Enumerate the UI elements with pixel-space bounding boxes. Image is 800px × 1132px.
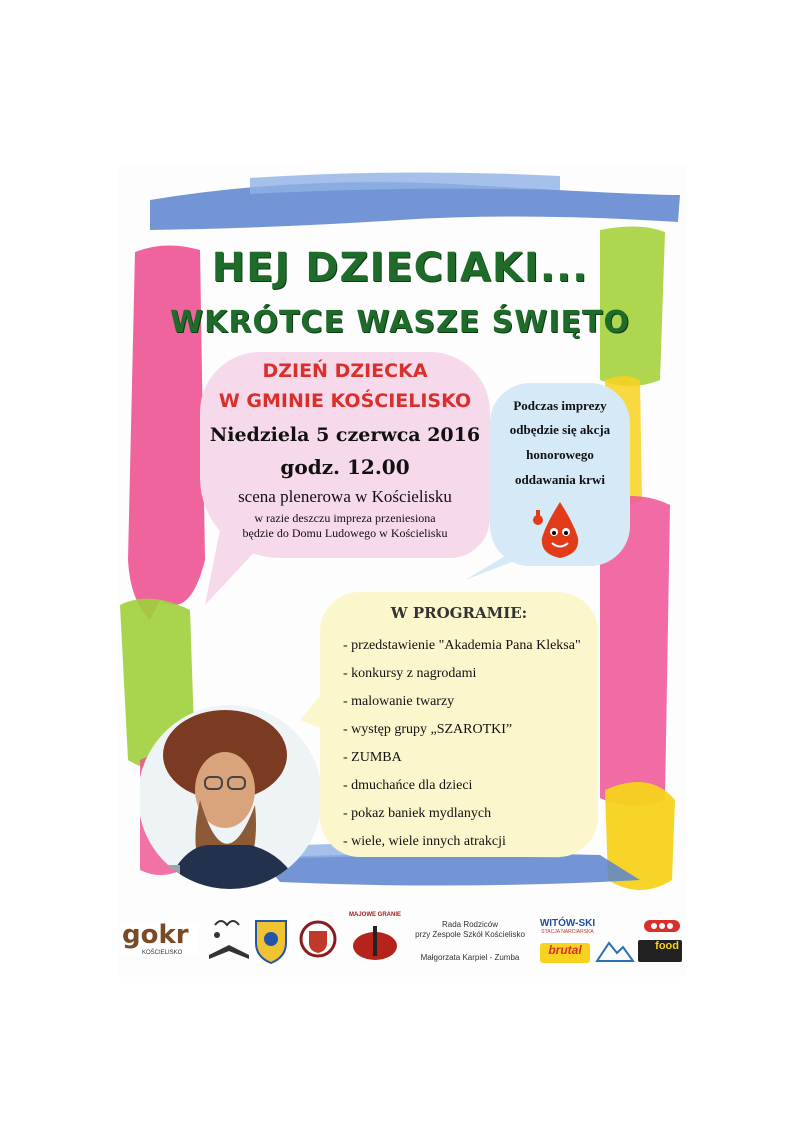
rada-rodzicow-line-1: Rada Rodziców xyxy=(441,920,499,929)
red-badge-logo-icon xyxy=(642,918,682,934)
event-title-line-1: DZIEŃ DZIECKA xyxy=(262,360,428,382)
blood-line-3: honorowego xyxy=(526,447,594,462)
emblem-logo-icon xyxy=(297,915,339,965)
program-item: - ZUMBA xyxy=(343,750,402,765)
witow-ski-text: WITÓW-SKI xyxy=(539,918,596,929)
program-item: - konkursy z nagrodami xyxy=(343,666,477,681)
gokr-logo xyxy=(120,920,198,962)
gokr-logo-subtext: KOŚCIELISKO xyxy=(142,950,183,956)
program-item: - przedstawienie "Akademia Pana Kleksa" xyxy=(343,638,581,653)
majowe-granie-logo xyxy=(345,912,405,967)
blue-stroke-top xyxy=(150,182,680,230)
program-item: - występ grupy „SZAROTKI” xyxy=(343,722,513,737)
blood-line-2: odbędzie się akcja xyxy=(509,422,611,437)
program-heading: W PROGRAMIE: xyxy=(390,604,528,622)
mountain-logo-icon xyxy=(595,935,635,965)
pan-kleks-portrait-image xyxy=(140,695,320,900)
karpiel-zumba-text: Małgorzata Karpiel - Zumba xyxy=(420,953,520,962)
event-title-line-2: W GMINIE KOŚCIELISKO xyxy=(218,390,472,412)
witow-ski-subtext: STACJA NARCIARSKA xyxy=(541,929,594,935)
title-line-2: WKRÓTCE WASZE ŚWIĘTO xyxy=(170,305,630,340)
brutal-logo-text: brutal xyxy=(548,943,582,957)
event-time: godz. 12.00 xyxy=(280,455,410,479)
program-item: - wiele, wiele innych atrakcji xyxy=(343,834,506,849)
program-item: - pokaz baniek mydlanych xyxy=(343,806,492,821)
blood-line-1: Podczas imprezy xyxy=(513,398,607,413)
event-bubble-tail xyxy=(200,530,280,610)
majowe-granie-text: MAJOWE GRANIE xyxy=(348,912,401,918)
event-place: scena plenerowa w Kościelisku xyxy=(238,487,452,506)
program-item: - malowanie twarzy xyxy=(343,694,455,709)
blood-drop-mascot-icon xyxy=(530,498,590,562)
title-line-1: HEJ DZIECIAKI... xyxy=(211,245,589,291)
brutal-logo xyxy=(540,943,590,963)
gokr-logo-text: gokr xyxy=(122,920,189,950)
food-logo xyxy=(638,940,682,962)
food-logo-text: food xyxy=(655,940,679,952)
witow-ski-logo xyxy=(535,918,600,938)
blood-line-4: oddawania krwi xyxy=(515,472,605,487)
library-logo-icon xyxy=(205,915,253,965)
event-rain-line-1: w razie deszczu impreza przeniesiona xyxy=(254,511,436,525)
rada-rodzicow-line-2: przy Zespole Szkół Kościelisko xyxy=(415,930,525,939)
program-item: - dmuchańce dla dzieci xyxy=(343,778,473,793)
event-date: Niedziela 5 czerwca 2016 xyxy=(209,424,481,446)
event-rain-line-2: będzie do Domu Ludowego w Kościelisku xyxy=(242,526,448,540)
coat-of-arms-icon xyxy=(250,915,292,965)
